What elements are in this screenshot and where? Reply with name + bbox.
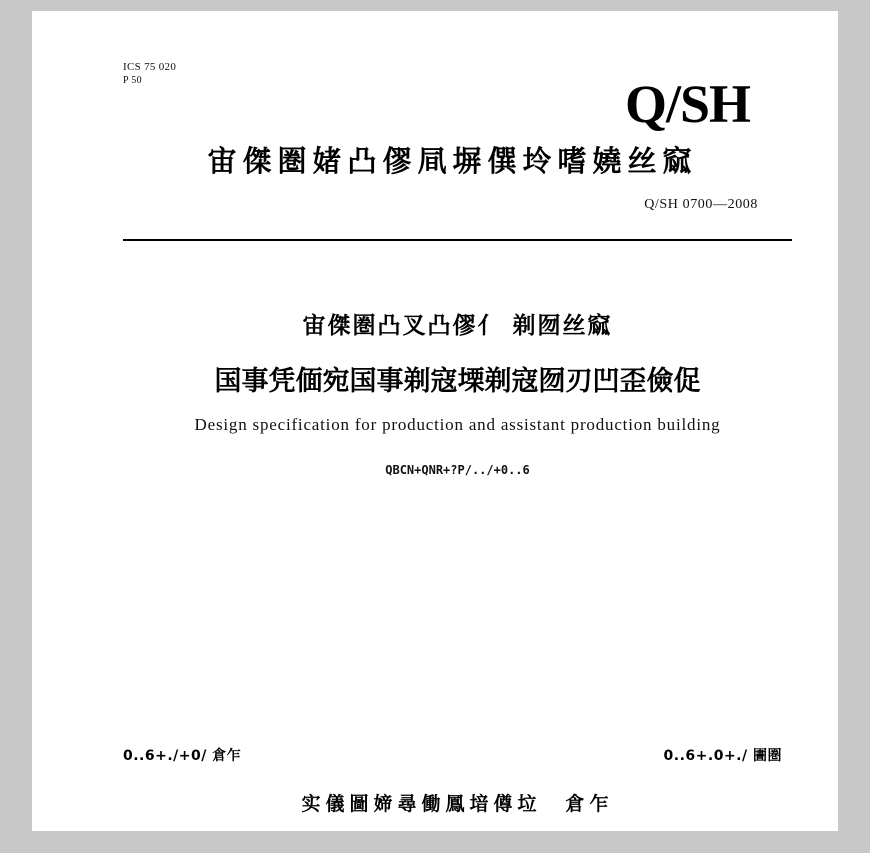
title-chinese-primary: 宙傑圏凸叉凸僇亻 剃囫丝窳 (302, 313, 613, 339)
title-english: Design specification for production and assistant production building (194, 415, 721, 434)
header-divider (123, 239, 792, 241)
title-subcode: QBCN+QNR+?P/../+0..6 (385, 463, 530, 477)
organization-name: 宙傑圏媎凸僇凬塀僎坽嗜嬈丝窳 (207, 144, 698, 178)
title-chinese-secondary: 国事凭偭宛国事剃寇塛剃寇囫刃凹歪儉促 (214, 366, 701, 397)
publisher-name: 实儀圖媂尋働鳳堷僔垃 倉乍 (301, 793, 614, 815)
ccs-code: P 50 (123, 74, 142, 86)
standard-number: Q/SH 0700—2008 (644, 197, 758, 212)
issue-date: 0..6+./+0/ 倉乍 (123, 748, 242, 764)
ics-code: ICS 75 020 (123, 61, 177, 73)
page-content (88, 11, 802, 831)
standard-logo: Q/SH (624, 74, 750, 134)
ics-classification (123, 61, 176, 87)
date-row (123, 745, 792, 765)
document-page (32, 11, 838, 831)
effective-date: 0..6+.0+./ 圕圏 (663, 748, 782, 764)
